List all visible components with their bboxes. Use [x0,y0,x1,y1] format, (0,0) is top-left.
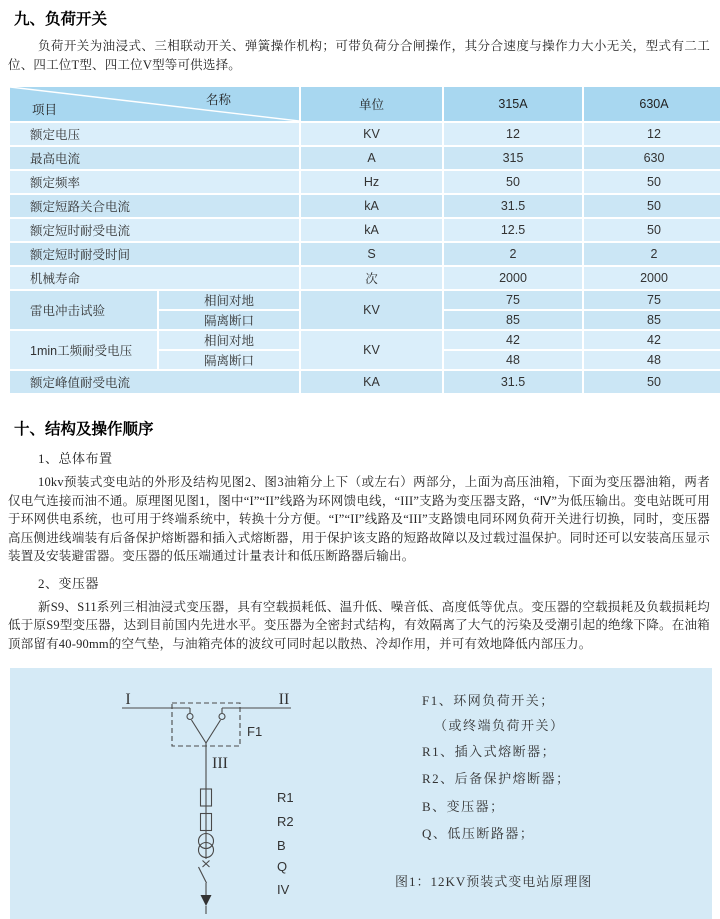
legend-line-b: B、变压器； [422,799,505,814]
row-unit: Hz [301,171,442,193]
row-item: 额定频率 [10,171,299,193]
row-315a: 12 [444,123,582,145]
row-315a: 2 [444,243,582,265]
breaker-x-mark [203,861,210,868]
corner-label-item: 项目 [32,103,58,117]
switch-contact-left [187,714,193,720]
row-630a: 75 [584,291,720,309]
legend-line-q: Q、低压断路器； [422,826,535,841]
feeder-line-ii [222,708,291,713]
arrow-down-icon [201,895,212,906]
row-315a: 31.5 [444,371,582,393]
feeder-line-i [122,708,190,713]
legend-line-r2: R2、后备保护熔断器； [422,771,571,786]
legend-line-f1: F1、环网负荷开关； [422,693,555,708]
row-315a: 50 [444,171,582,193]
label-line-i: I [125,691,131,708]
row-315a: 85 [444,311,582,329]
group-item: 雷电冲击试验 [10,291,157,329]
row-630a: 42 [584,331,720,349]
row-630a: 2 [584,243,720,265]
section-10-heading: 十、结构及操作顺序 [14,421,154,438]
row-315a: 2000 [444,267,582,289]
breaker-blade [199,867,207,883]
col-header-630a: 630A [584,87,720,121]
row-item: 额定短路关合电流 [10,195,299,217]
row-315a: 12.5 [444,219,582,241]
row-630a: 50 [584,171,720,193]
table-row [10,243,720,265]
row-unit: S [301,243,442,265]
figure-panel [10,668,712,919]
table-row [10,195,720,217]
row-315a: 31.5 [444,195,582,217]
section-9-intro: 负荷开关为油浸式、三相联动开关、弹簧操作机构；可带负荷分合闸操作，其分合速度与操作力大小无关，型式有二工位、四工位T型、四工位V型等可供选择。 [8,39,710,72]
row-630a: 50 [584,371,720,393]
row-630a: 2000 [584,267,720,289]
section-10-para-1: 10kv预装式变电站的外形及结构见图2、图3油箱分上下（或左右）两部分，上面为高压油箱，下面为变压器油箱，两者仅电气连接而油不通。原理图见图1，图中“I”“II”线路为环网馈电线，“III”支路为变压器支路，“Ⅳ”为低压输出。变电站既可用于环网供电系统，也可用于终端系统中，转换十分方便。“I”“II”线路及“III”支路馈电同环网负荷开关进行切换，同时，变压器高压侧进线端装有后备保护熔断器和插入式熔断器，用于保护该支路的短路故障以及过载过温保护。同时还可以安装高压显示装置及安装避雷器。变压器的低压端通过计量表计和低压断路器后输出。 [8,475,710,563]
group-sub-label: 隔离断口 [159,311,299,329]
row-item: 最高电流 [10,147,299,169]
table-row [10,267,720,289]
legend-line-f1-alt: （或终端负荷开关） [434,718,565,733]
row-item: 额定短时耐受时间 [10,243,299,265]
row-unit: KA [301,371,442,393]
section-10-para-2: 新S9、S11系列三相油浸式变压器，具有空载损耗低、温升低、噪音低、高度低等优点。变压器的空载损耗及负载损耗均低于原S9型变压器，达到目前国内先进水平。变压器为全密封式结构，有效隔离了大气的污染及受潮引起的绝缘下降。在油箱顶部留有40-90mm的空气垫，与油箱壳体的波纹可同时起以散热、冷却作用，并可有效地降低内部压力。 [8,599,710,651]
group-item: 1min工频耐受电压 [10,331,157,369]
row-unit: kA [301,195,442,217]
label-f1: F1 [247,724,263,739]
row-630a: 48 [584,351,720,369]
table-group-row [10,291,720,309]
corner-label-name: 名称 [205,93,231,107]
dashed-box-f1 [172,703,240,746]
label-r2: R2 [277,814,294,829]
row-315a: 75 [444,291,582,309]
spec-table [8,85,720,395]
group-sub-label: 相间对地 [159,331,299,349]
table-row [10,171,720,193]
row-315a: 48 [444,351,582,369]
label-iv: IV [277,882,290,897]
switch-contact-right [219,714,225,720]
table-row [10,371,720,393]
row-630a: 630 [584,147,720,169]
figure-caption: 图1：12KV预装式变电站原理图 [395,874,593,889]
table-row [10,219,720,241]
row-unit: KV [301,123,442,145]
col-header-315a: 315A [444,87,582,121]
subsection-1-heading: 1、总体布置 [38,451,113,466]
switch-blades [192,720,221,743]
label-line-ii: II [278,691,290,708]
subsection-2-heading: 2、变压器 [38,575,100,591]
circuit-diagram [10,668,712,919]
group-unit: KV [301,331,442,369]
row-unit: kA [301,219,442,241]
row-unit: 次 [301,267,442,289]
table-row [10,123,720,145]
table-group-row [10,331,720,349]
group-sub-label: 隔离断口 [159,351,299,369]
legend-line-r1: R1、插入式熔断器； [422,744,557,759]
label-b: B [277,838,286,853]
row-630a: 85 [584,311,720,329]
row-item: 机械寿命 [10,267,299,289]
group-unit: KV [301,291,442,329]
diagonal-header-cell [10,87,299,121]
row-unit: A [301,147,442,169]
row-630a: 50 [584,219,720,241]
group-sub-label: 相间对地 [159,291,299,309]
row-630a: 50 [584,195,720,217]
table-row [10,147,720,169]
label-branch-iii: III [212,755,228,772]
row-315a: 315 [444,147,582,169]
row-item: 额定短时耐受电流 [10,219,299,241]
label-r1: R1 [277,790,294,805]
row-630a: 12 [584,123,720,145]
section-9-heading: 九、负荷开关 [14,11,108,28]
table-header-row [10,87,720,121]
row-item: 额定电压 [10,123,299,145]
label-q: Q [277,859,288,874]
row-315a: 42 [444,331,582,349]
col-header-unit: 单位 [301,87,442,121]
row-item: 额定峰值耐受电流 [10,371,299,393]
